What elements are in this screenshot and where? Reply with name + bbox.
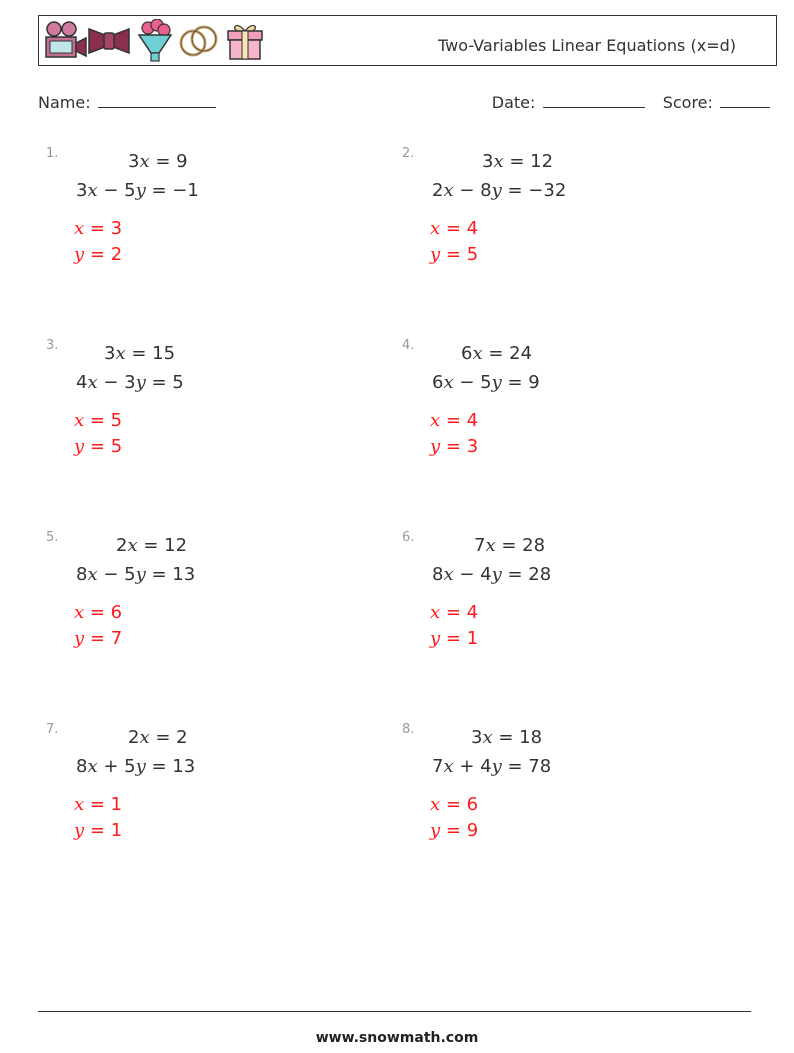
- answer-y: y = 9: [430, 820, 479, 841]
- footer-divider: [38, 1011, 751, 1012]
- score-blank: [720, 93, 770, 108]
- problem-7: [38, 722, 368, 892]
- problem-number: 3.: [46, 338, 59, 353]
- answer-y: y = 1: [74, 820, 123, 841]
- equation-2: 3x − 5y = −1: [76, 180, 199, 201]
- name-label: Name:: [38, 93, 91, 112]
- problem-number: 6.: [402, 530, 415, 545]
- answer-x: x = 6: [430, 794, 479, 815]
- date-score-fields: [492, 93, 770, 112]
- equation-2: 8x − 5y = 13: [76, 564, 196, 585]
- wedding-rings-icon: [177, 19, 221, 63]
- answer-x: x = 4: [430, 410, 479, 431]
- worksheet-title: Two-Variables Linear Equations (x=d): [438, 36, 736, 55]
- equation-2: 4x − 3y = 5: [76, 372, 184, 393]
- problem-number: 4.: [402, 338, 415, 353]
- equation-2: 7x + 4y = 78: [432, 756, 552, 777]
- equation-1: 6x = 24: [461, 343, 533, 364]
- equation-1: 3x = 12: [482, 151, 554, 172]
- flower-bouquet-icon: [133, 19, 177, 63]
- movie-camera-icon: [43, 19, 87, 63]
- worksheet-header: [38, 15, 777, 66]
- answer-y: y = 1: [430, 628, 479, 649]
- answer-x: x = 3: [74, 218, 123, 239]
- problem-1: [38, 146, 368, 316]
- problem-number: 5.: [46, 530, 59, 545]
- date-blank: [543, 93, 645, 108]
- answer-x: x = 6: [74, 602, 123, 623]
- footer-url: www.snowmath.com: [315, 1030, 479, 1046]
- answer-x: x = 4: [430, 602, 479, 623]
- answer-y: y = 5: [74, 436, 123, 457]
- equation-2: 2x − 8y = −32: [432, 180, 567, 201]
- equation-1: 7x = 28: [474, 535, 546, 556]
- gift-box-icon: [223, 19, 267, 63]
- equation-1: 2x = 2: [128, 727, 188, 748]
- problem-4: [394, 338, 724, 508]
- equation-1: 3x = 15: [104, 343, 176, 364]
- problem-8: [394, 722, 724, 892]
- equation-2: 8x + 5y = 13: [76, 756, 196, 777]
- answer-y: y = 2: [74, 244, 123, 265]
- name-field: [38, 93, 216, 112]
- answer-y: y = 7: [74, 628, 123, 649]
- problem-3: [38, 338, 368, 508]
- equation-2: 6x − 5y = 9: [432, 372, 540, 393]
- name-blank: [98, 93, 216, 108]
- equation-1: 3x = 18: [471, 727, 543, 748]
- answer-x: x = 5: [74, 410, 123, 431]
- problem-number: 7.: [46, 722, 59, 737]
- problem-number: 2.: [402, 146, 415, 161]
- answer-y: y = 3: [430, 436, 479, 457]
- answer-x: x = 4: [430, 218, 479, 239]
- problem-number: 1.: [46, 146, 59, 161]
- score-label: Score:: [662, 93, 713, 112]
- problem-6: [394, 530, 724, 700]
- equation-2: 8x − 4y = 28: [432, 564, 552, 585]
- answer-y: y = 5: [430, 244, 479, 265]
- problem-5: [38, 530, 368, 700]
- equation-1: 3x = 9: [128, 151, 188, 172]
- bow-tie-icon: [87, 19, 131, 63]
- answer-x: x = 1: [74, 794, 123, 815]
- problem-number: 8.: [402, 722, 415, 737]
- equation-1: 2x = 12: [116, 535, 188, 556]
- problem-2: [394, 146, 724, 316]
- date-label: Date:: [491, 93, 536, 112]
